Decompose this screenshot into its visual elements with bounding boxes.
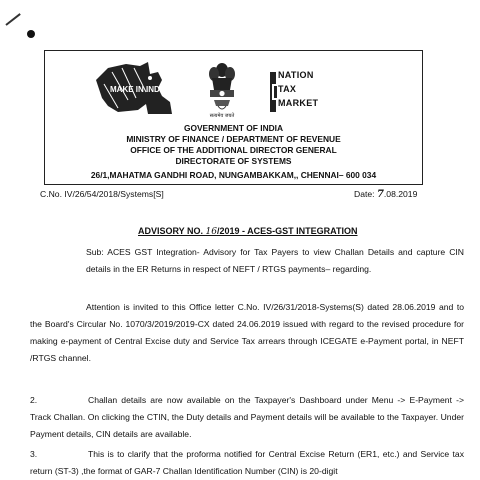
reference-number: C.No. IV/26/54/2018/Systems[S] [40, 189, 164, 199]
nation-tax-market-logo [268, 70, 340, 114]
logo-text: MAKE IN INDIA [110, 85, 168, 94]
letter-date: Date: 7.08.2019 [354, 189, 418, 200]
paragraph-text: This is to clarify that the proforma notified for Central Excise Return (ER1, etc.) and Service tax return (ST-3) ,the format of GAR-7 Challan Identification Number (CIN) is 20-digit [30, 449, 464, 476]
advisory-title: ADVISORY NO. 16/2019 - ACES-GST INTEGRATION [138, 226, 358, 237]
handwritten-advisory-number: 16 [205, 227, 217, 237]
emblem-caption: सत्यमेव जयते [209, 113, 235, 119]
paragraph-attention: Attention is invited to this Office letter C.No. IV/26/31/2018-Systems(S) dated 28.06.2019 and to the Board's Circular No. 1070/3/2019/2019-CX dated 24.06.2019 issued with regard to the revised procedure for making e-payment of Central Excise duty and Service Tax arrears through ICEGATE e-Payment portal, in NEFT /RTGS channel. [30, 302, 464, 363]
handwritten-day: 7 [376, 189, 384, 200]
paragraph-2 [30, 392, 464, 443]
ntm-line-2: TAX [278, 84, 297, 94]
org-office: OFFICE OF THE ADDITIONAL DIRECTOR GENERAL [130, 145, 337, 155]
ntm-line-1: NATION [278, 70, 314, 80]
punch-hole-dot [27, 30, 35, 38]
org-directorate: DIRECTORATE OF SYSTEMS [175, 156, 292, 166]
paragraph-number: 3. [30, 449, 38, 459]
paragraph-text: Challan details are now available on the Taxpayer's Dashboard under Menu -> E-Payment -> Track Challan. On clicking the CTIN, the Duty details and Payment details will be available to the Taxpayer. Under Payment details, CIN details are available. [30, 395, 464, 439]
paragraph-3 [30, 446, 464, 480]
org-ministry: MINISTRY OF FINANCE / DEPARTMENT OF REVENUE [126, 134, 341, 144]
make-in-india-logo [88, 58, 180, 120]
ntm-line-3: MARKET [278, 98, 319, 108]
state-emblem-icon [204, 60, 240, 116]
org-government: GOVERNMENT OF INDIA [183, 123, 284, 133]
org-address: 26/1,MAHATMA GANDHI ROAD, NUNGAMBAKKAM,, CHENNAI– 600 034 [90, 170, 377, 180]
paragraph-number: 2. [30, 395, 38, 405]
pen-mark [5, 13, 20, 26]
subject-line: Sub: ACES GST Integration- Advisory for Tax Payers to view Challan Details and capture CIN details in the ER Returns in respect of NEFT / RTGS payments– regarding. [86, 247, 464, 274]
